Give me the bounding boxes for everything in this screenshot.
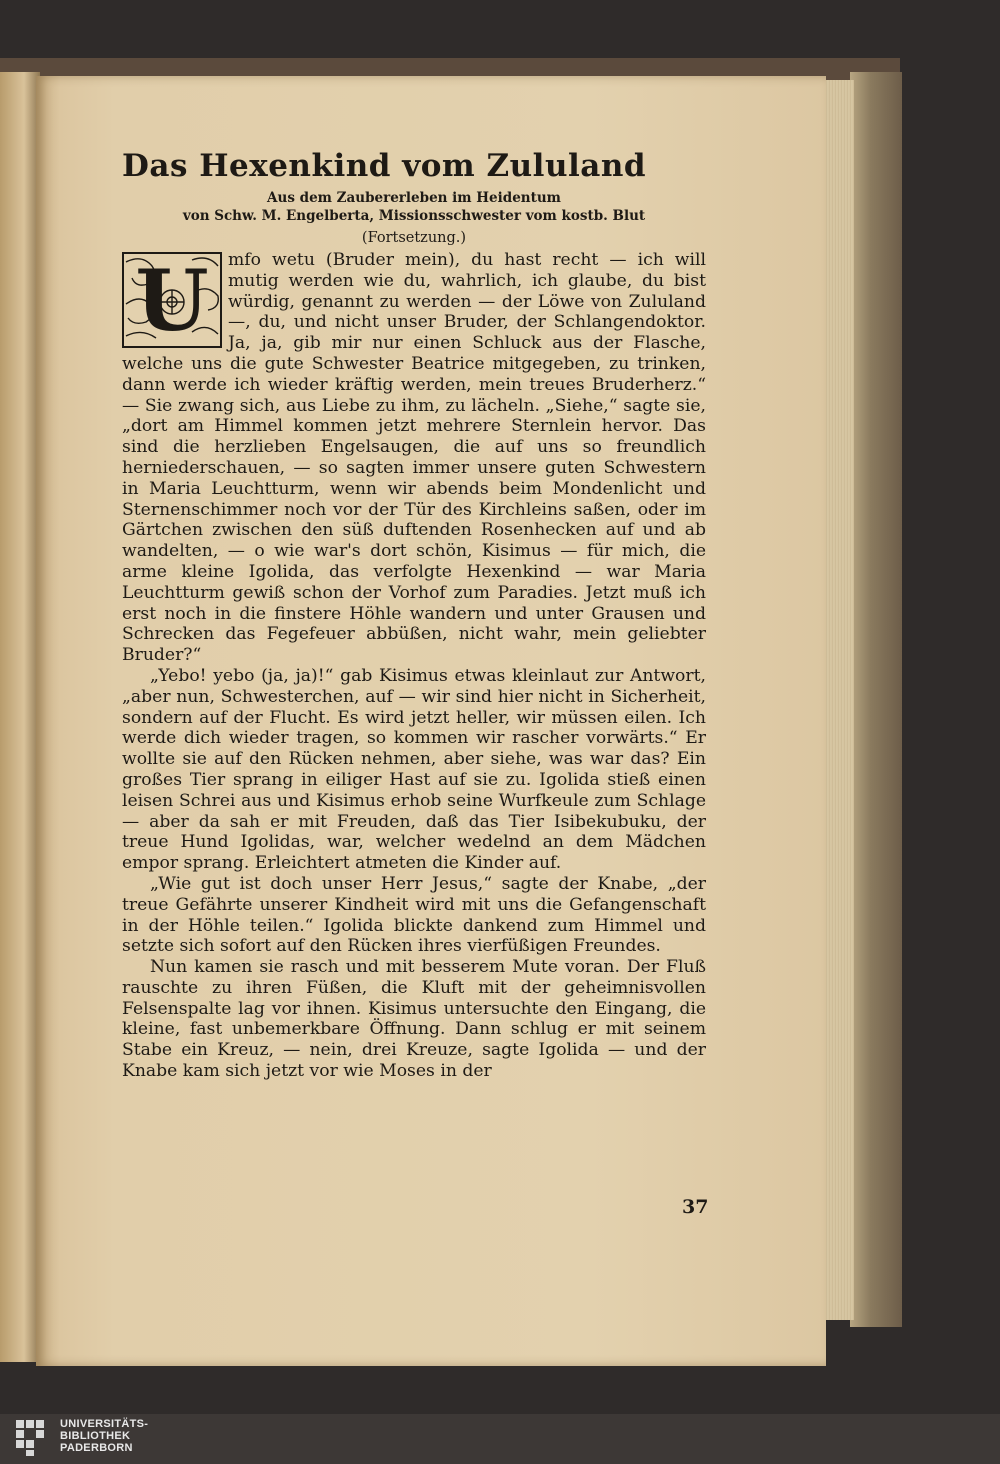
paragraph-4: Nun kamen sie rasch und mit besserem Mute voran. Der Fluß rauschte zu ihren Füßen, die Kluft mit der geheimnisvollen Felsenspalte lag vor ihnen. Kisimus untersuchte den Eingang, die kleine, fast unbemerkbare Öffnung. Dann schlug er mit seinem Stabe ein Kreuz, — nein, drei Kreuze, sagte Igolida — und der Knabe kam sich jetzt vor wie Moses in der [122, 957, 706, 1082]
left-page-edge [0, 72, 40, 1362]
drop-cap-letter: U [135, 252, 209, 348]
paragraph-3: „Wie gut ist doch unser Herr Jesus,“ sagte der Knabe, „der treue Gefährte unserer Kindheit wird mit uns die Gefangenschaft in der Höhle teilen.“ Igolida blickte dankend zum Himmel und setzte sich sofort auf den Rücken ihres vierfüßigen Freundes. [122, 873, 706, 957]
library-name [60, 1418, 148, 1454]
paragraph-2: „Yebo! yebo (ja, ja)!“ gab Kisimus etwas kleinlaut zur Antwort, „aber nun, Schwesterchen, auf — wir sind hier nicht in Sicherheit, sondern auf der Flucht. Es wird jetzt heller, wir müssen eilen. Ich werde dich wieder tragen, so kommen wir rascher vorwärts.“ Er wollte sie auf den Rücken nehmen, aber siehe, was war das? Ein großes Tier sprang in eiliger Hast auf sie zu. Igolida stieß einen leisen Schrei aus und Kisimus erhob seine Wurfkeule zum Schlage — aber da sah er mit Freuden, daß das Tier Isibekubuku, der treue Hund Igolidas, war, welcher wedelnd an dem Mädchen empor sprang. Erleichtert atmeten die Kinder auf. [122, 665, 706, 874]
continuation-note: (Fortsetzung.) [361, 230, 467, 246]
ornament-initial-icon [122, 252, 222, 348]
article [122, 148, 706, 1082]
page-number: 37 [682, 1196, 709, 1218]
drop-cap [122, 252, 222, 348]
article-body [122, 250, 706, 1082]
library-name-line-2: BIBLIOTHEK [60, 1430, 131, 1442]
library-logo-icon [14, 1418, 54, 1458]
library-name-line-3: PADERBORN [60, 1442, 133, 1454]
article-title: Das Hexenkind vom Zululand [122, 148, 647, 184]
paragraph-1: mfo wetu (Bruder mein), du hast recht — ich will mutig werden wie du, wahrlich, ich glaube, du bist würdig, genannt zu werden — der Löwe von Zululand —, du, und nicht unser Bruder, der Schlangendoktor. Ja, ja, gib mir nur einen Schluck aus der Flasche, welche uns die gute Schwester Beatrice mitgegeben, zu trinken, dann werde ich wieder kräftig werden, mein treues Bruderherz.“ — Sie zwang sich, aus Liebe zu ihm, zu lächeln. „Siehe,“ sagte sie, „dort am Himmel kommen jetzt mehrere Sternlein hervor. Das sind die herzlieben Engelsaugen, die auf uns so freundlich herniederschauen, — so sagten immer unsere guten Schwestern in Maria Leuchtturm, wenn wir abends beim Mondenlicht und Sternenschimmer noch vor der Tür des Kirchleins saßen, oder im Gärtchen zwischen den süß duftenden Rosenhecken auf und ab wandelten, — o wie war's dort schön, Kisimus — für mich, die arme kleine Igolida, das verfolgte Hexenkind — war Maria Leuchtturm gewiß schon der Vorhof zum Paradies. Jetzt muß ich erst noch in die finstere Höhle wandern und unter Grausen und Schrecken das Fegefeuer abbüßen, nicht wahr, mein geliebter Bruder?“ [122, 250, 706, 666]
library-footer [0, 1414, 1000, 1464]
library-name-line-1: UNIVERSITÄTS- [60, 1418, 149, 1430]
page-edges [822, 80, 854, 1320]
book-cover-right [850, 72, 902, 1327]
article-author: von Schw. M. Engelberta, Missionsschwester vom kostb. Blut [182, 208, 646, 224]
article-subtitle: Aus dem Zaubererleben im Heidentum [267, 190, 561, 206]
